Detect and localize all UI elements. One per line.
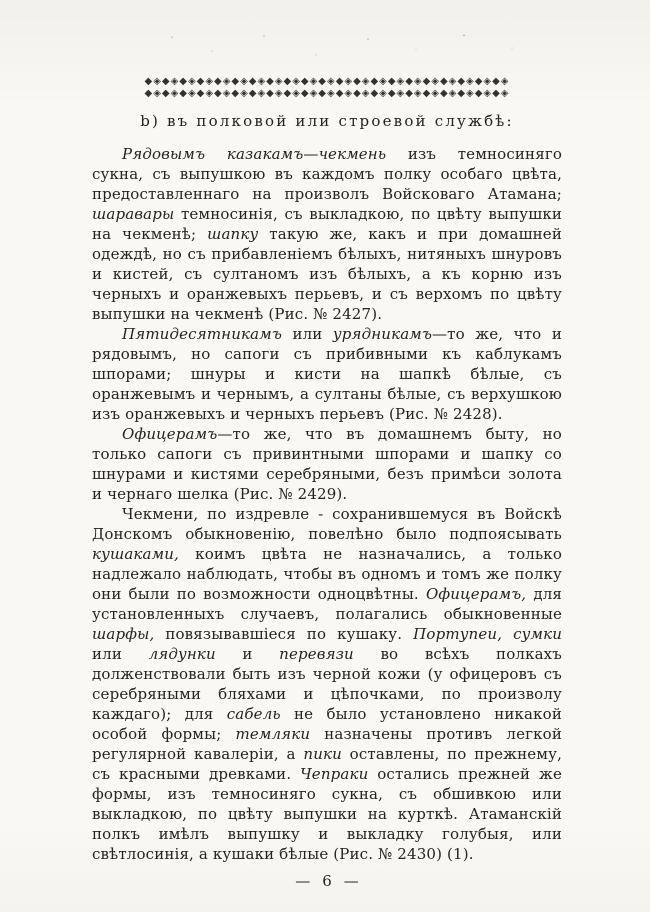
ornament-row-top: ◆◈◆◈◆◈◆◈◆◈◆◈◆◈◆◈◆◈◆◈◆◈◆◈◆◈◆◈◆◈◆◈◆◈◆◈◆◈◆◈◆◈: [144, 76, 510, 87]
page-number: [92, 872, 562, 890]
body-text: [92, 144, 562, 864]
footer-page-number: 6: [322, 872, 332, 890]
footer-right-dash: —: [343, 872, 359, 890]
footer-left-dash: —: [295, 872, 311, 890]
scan-noise-decoration: [140, 24, 540, 68]
text-block: [92, 76, 562, 890]
ornament-row-bottom: ◆◈◆◈◆◈◆◈◆◈◆◈◆◈◆◈◆◈◆◈◆◈◆◈◆◈◆◈◆◈◆◈◆◈◆◈◆◈◆◈◆◈: [144, 88, 510, 99]
section-heading: b) въ полковой или строевой службѣ:: [140, 112, 514, 130]
ornament-band: [92, 76, 562, 100]
paragraph: Чекмени, по издревле - сохранившемуся въ Войскѣ Донскомъ обыкновенію, повелѣно было подпоясывать кушаками, коимъ цвѣта не назначались, а только надлежало наблюдать, чтобы въ одномъ и томъ же полку они были по возможности одноцвѣтны. Офицерамъ, для установленныхъ случаевъ, полагались обыкновенные шарфы, повязывавшіеся по кушаку. Портупеи, сумки или лядунки и перевязи во всѣхъ полкахъ долженствовали быть изъ черной кожи (у офицеровъ съ серебряными бляхами и цѣпочками, по произволу каждаго); для сабель не было установлено никакой особой формы; темляки назначены противъ легкой регулярной кавалеріи, а пики оставлены, по прежнему, съ красными древками. Чепраки остались прежней же формы, изъ темносиняго сукна, съ обшивкою или выкладкою, по цвѣту выпушки на курткѣ. Атаманскій полкъ имѣлъ выпушку и выкладку голубыя, или свѣтлосинія, а кушаки бѣлые (Рис. № 2430) (1).: [92, 505, 562, 863]
paragraph: Рядовымъ казакамъ—чекмень изъ темносиняго сукна, съ выпушкою въ каждомъ полку особаго цвѣта, предоставленнаго на произволъ Войсковаго Атамана; шаравары темносинія, съ выкладкою, по цвѣту выпушки на чекменѣ; шапку такую же, какъ и при домашней одеждѣ, но съ прибавленіемъ бѣлыхъ, нитяныхъ шнуровъ и кистей, съ султаномъ изъ бѣлыхъ, а къ корню изъ черныхъ и оранжевыхъ перьевъ, и съ верхомъ по цвѣту выпушки на чекменѣ (Рис. № 2427).: [92, 145, 563, 323]
paragraph: Офицерамъ—то же, что въ домашнемъ быту, но только сапоги съ привинтными шпорами и шапку со шнурами и кистями серебряными, безъ примѣси золота и чернаго шелка (Рис. № 2429).: [92, 425, 562, 503]
paragraph: Пятидесятникамъ или урядникамъ—то же, что и рядовымъ, но сапоги съ прибивными къ каблукамъ шпорами; шнуры и кисти на шапкѣ бѣлые, съ оранжевымъ и чернымъ, а султаны бѣлые, съ верхушкою изъ оранжевыхъ и черныхъ перьевъ (Рис. № 2428).: [92, 325, 562, 423]
